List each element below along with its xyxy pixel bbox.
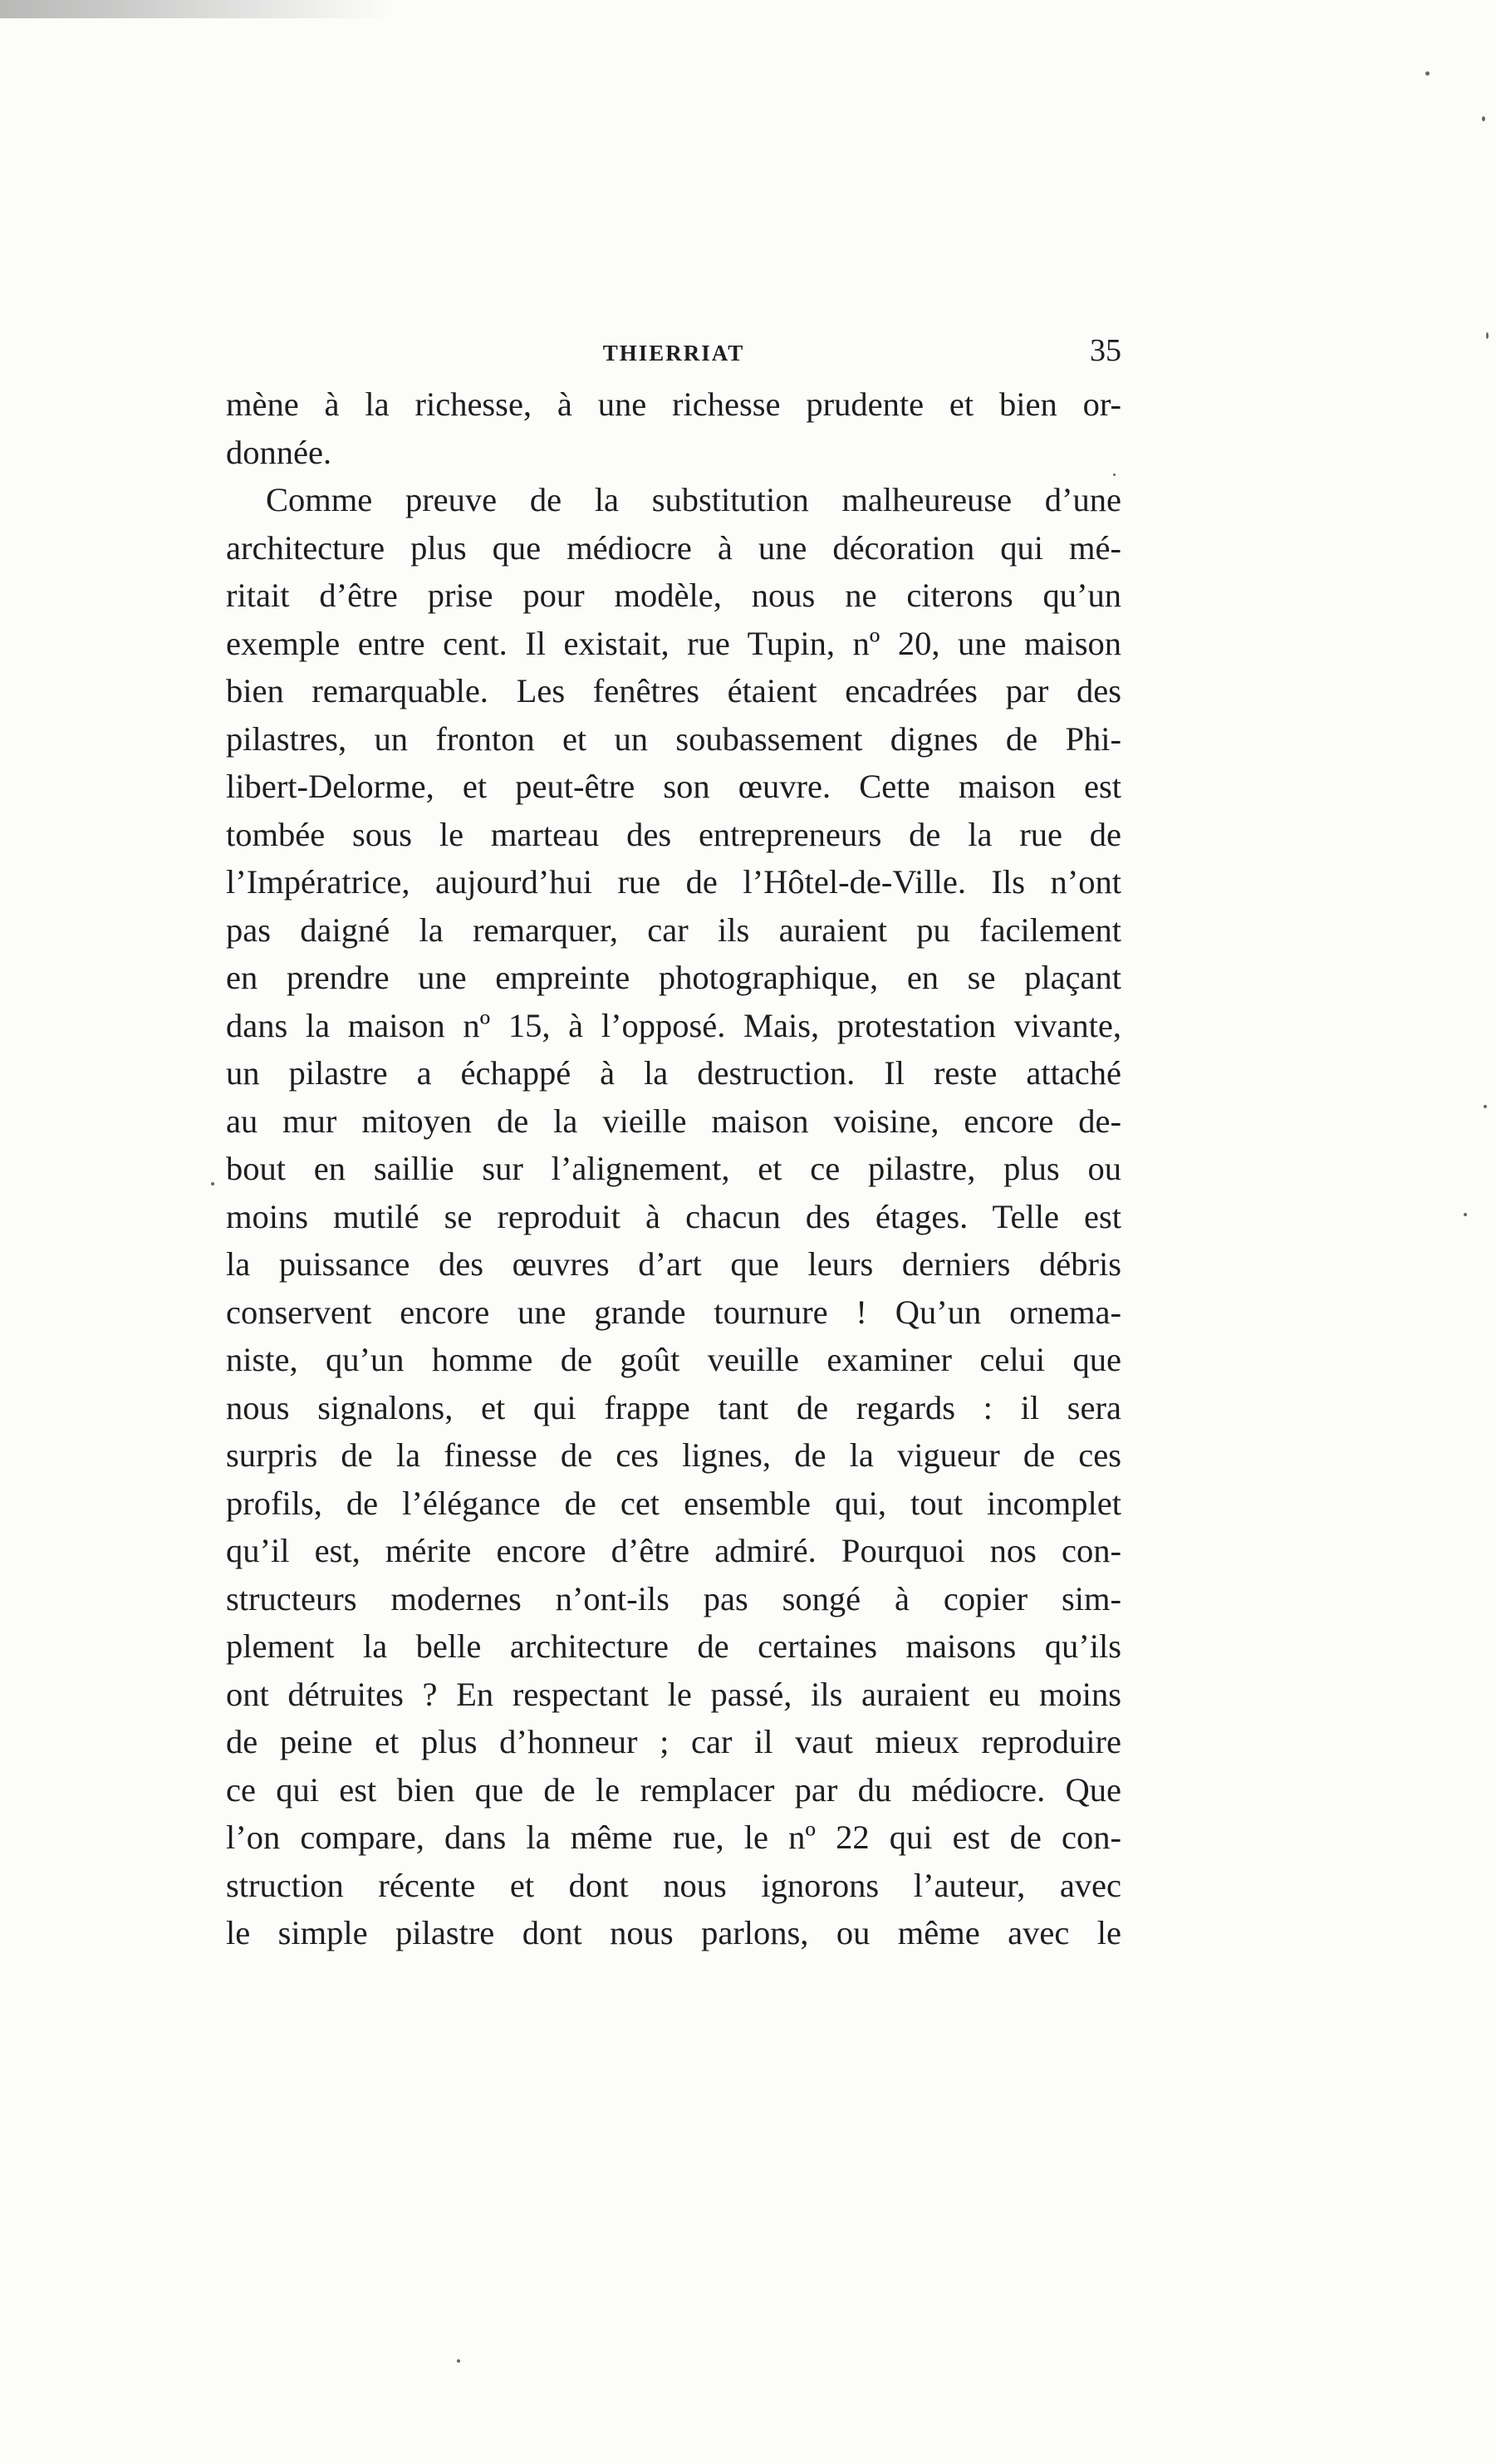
text-line: donnée. — [226, 433, 332, 471]
text-line: dans la maison nº 15, à l’opposé. Mais, protestation vivante, — [226, 1006, 1121, 1044]
scan-speck — [1484, 1105, 1487, 1108]
scan-speck — [211, 1182, 214, 1185]
page-number: 35 — [1090, 333, 1121, 368]
text-line: pilastres, un fronton et un soubassement dignes de Phi- — [226, 719, 1121, 758]
text-line: la puissance des œuvres d’art que leurs derniers débris — [226, 1245, 1121, 1283]
text-line: Comme preuve de la substitution malheureuse d’une — [266, 481, 1121, 518]
text-line: l’Impératrice, aujourd’hui rue de l’Hôtel-de-Ville. Ils n’ont — [226, 863, 1121, 901]
text-line: le simple pilastre dont nous parlons, ou même avec le — [226, 1914, 1121, 1951]
scan-speck — [457, 2359, 460, 2363]
text-line: au mur mitoyen de la vieille maison voisine, encore de- — [226, 1102, 1121, 1140]
scan-speck — [1482, 116, 1485, 121]
text-line: plement la belle architecture de certaines maisons qu’ils — [226, 1627, 1121, 1665]
text-line: pas daigné la remarquer, car ils auraient pu facilement — [226, 911, 1121, 949]
text-line: architecture plus que médiocre à une décoration qui mé- — [226, 528, 1121, 567]
text-line: l’on compare, dans la même rue, le nº 22 qui est de con- — [226, 1819, 1121, 1856]
text-line: surpris de la finesse de ces lignes, de la vigueur de ces — [226, 1436, 1121, 1474]
scan-speck — [1113, 474, 1116, 476]
text-line: ritait d’être prise pour modèle, nous ne citerons qu’un — [226, 577, 1121, 614]
text-line: moins mutilé se reproduit à chacun des étages. Telle est — [226, 1197, 1121, 1235]
scan-edge-noise — [0, 0, 390, 18]
scan-speck — [1464, 1213, 1467, 1216]
text-line: bien remarquable. Les fenêtres étaient encadrées par des — [226, 672, 1121, 709]
text-line: de peine et plus d’honneur ; car il vaut mieux reproduire — [226, 1723, 1121, 1760]
text-line: mène à la richesse, à une richesse prudente et bien or- — [226, 385, 1121, 423]
running-title: THIERRIAT — [602, 341, 745, 366]
text-line: structeurs modernes n’ont-ils pas songé à copier sim- — [226, 1579, 1121, 1617]
text-line: bout en saillie sur l’alignement, et ce pilastre, plus ou — [226, 1150, 1121, 1187]
running-head — [226, 332, 1121, 382]
text-line: profils, de l’élégance de cet ensemble qui, tout incomplet — [226, 1484, 1121, 1522]
body-text — [226, 380, 1121, 1957]
text-line: niste, qu’un homme de goût veuille examiner celui que — [226, 1341, 1121, 1378]
scan-speck — [1486, 332, 1489, 339]
text-line: tombée sous le marteau des entrepreneurs de la rue de — [226, 815, 1121, 853]
text-line: exemple entre cent. Il existait, rue Tupin, nº 20, une maison — [226, 624, 1121, 662]
text-line: un pilastre a échappé à la destruction. Il reste attaché — [226, 1054, 1121, 1092]
text-line: libert-Delorme, et peut-être son œuvre. Cette maison est — [226, 768, 1121, 805]
scan-speck — [1425, 71, 1430, 76]
text-line: ont détruites ? En respectant le passé, ils auraient eu moins — [226, 1675, 1121, 1713]
text-line: conservent encore une grande tournure ! Qu’un ornema- — [226, 1293, 1121, 1331]
text-line: qu’il est, mérite encore d’être admiré. Pourquoi nos con- — [226, 1532, 1121, 1569]
text-line: ce qui est bien que de le remplacer par du médiocre. Que — [226, 1770, 1121, 1809]
text-line: nous signalons, et qui frappe tant de regards : il sera — [226, 1388, 1121, 1426]
text-line: en prendre une empreinte photographique, en se plaçant — [226, 959, 1121, 996]
text-line: struction récente et dont nous ignorons l’auteur, avec — [226, 1866, 1121, 1904]
